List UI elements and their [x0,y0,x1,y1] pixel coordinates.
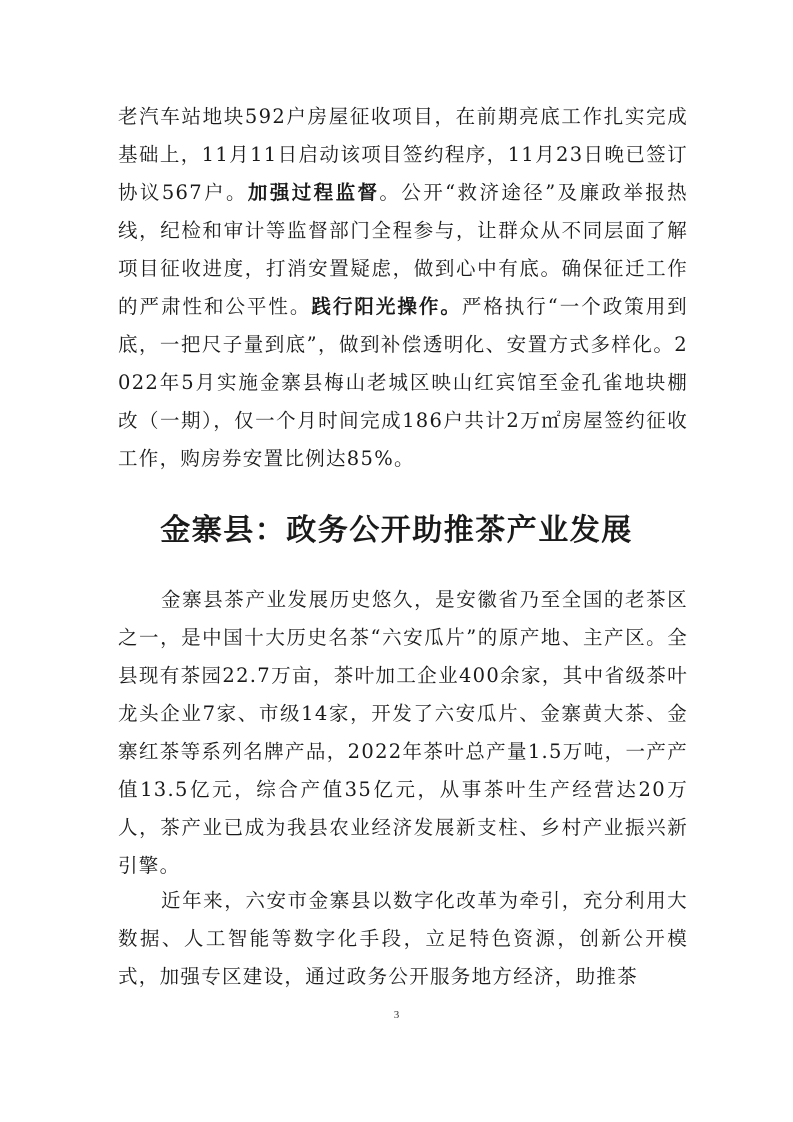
bold-phrase-sunshine-operation: 践行阳光操作。 [311,295,462,318]
bold-phrase-supervision: 加强过程监督 [247,181,380,204]
paragraph-tea-industry: 金寨县茶产业发展历史悠久，是安徽省乃至全国的老茶区之一，是中国十大历史名茶“六安瓜片”的原产地、主产区。全县现有茶园22.7万亩，茶叶加工企业400余家，其中省级茶叶龙头企业7家、市级14家，开发了六安瓜片、金寨黄大茶、金寨红茶等系列名牌产品，2022年茶叶总产量1.5万吨，一产产值13.5亿元，综合产值35亿元，从事茶叶生产经营达20万人，茶产业已成为我县农业经济发展新支柱、乡村产业振兴新引擎。 [118,588,688,877]
paragraph-demolition-project [118,98,688,478]
section-heading: 金寨县：政务公开助推茶产业发展 [160,513,633,548]
paragraph-text: 。公开“救济途径”及廉政举报热线，纪检和审计等监督部门全程参与，让群众从不同层面了解项目征收进度，打消安置疑虑，做到心中有底。确保征迁工作的严肃性和公平性。 [118,181,688,318]
paragraph-text: 严格执行“一个政策用到底，一把尺子量到底”，做到补偿透明化、安置方式多样化。2022年5月实施金寨县梅山老城区映山红宾馆至金孔雀地块棚改（一期），仅一个月时间完成186户共计2万㎡房屋签约征收工作，购房券安置比例达85%。 [118,295,688,470]
page-number: 3 [393,1009,400,1021]
paragraph-digital-reform: 近年来，六安市金寨县以数字化改革为牵引，充分利用大数据、人工智能等数字化手段，立足特色资源，创新公开模式，加强专区建设，通过政务公开服务地方经济，助推茶 [118,889,688,988]
paragraph-text: 老汽车站地块592户房屋征收项目，在前期亮底工作扎实完成基础上，11月11日启动该项目签约程序，11月23日晚已签订协议567户。 [118,105,688,204]
